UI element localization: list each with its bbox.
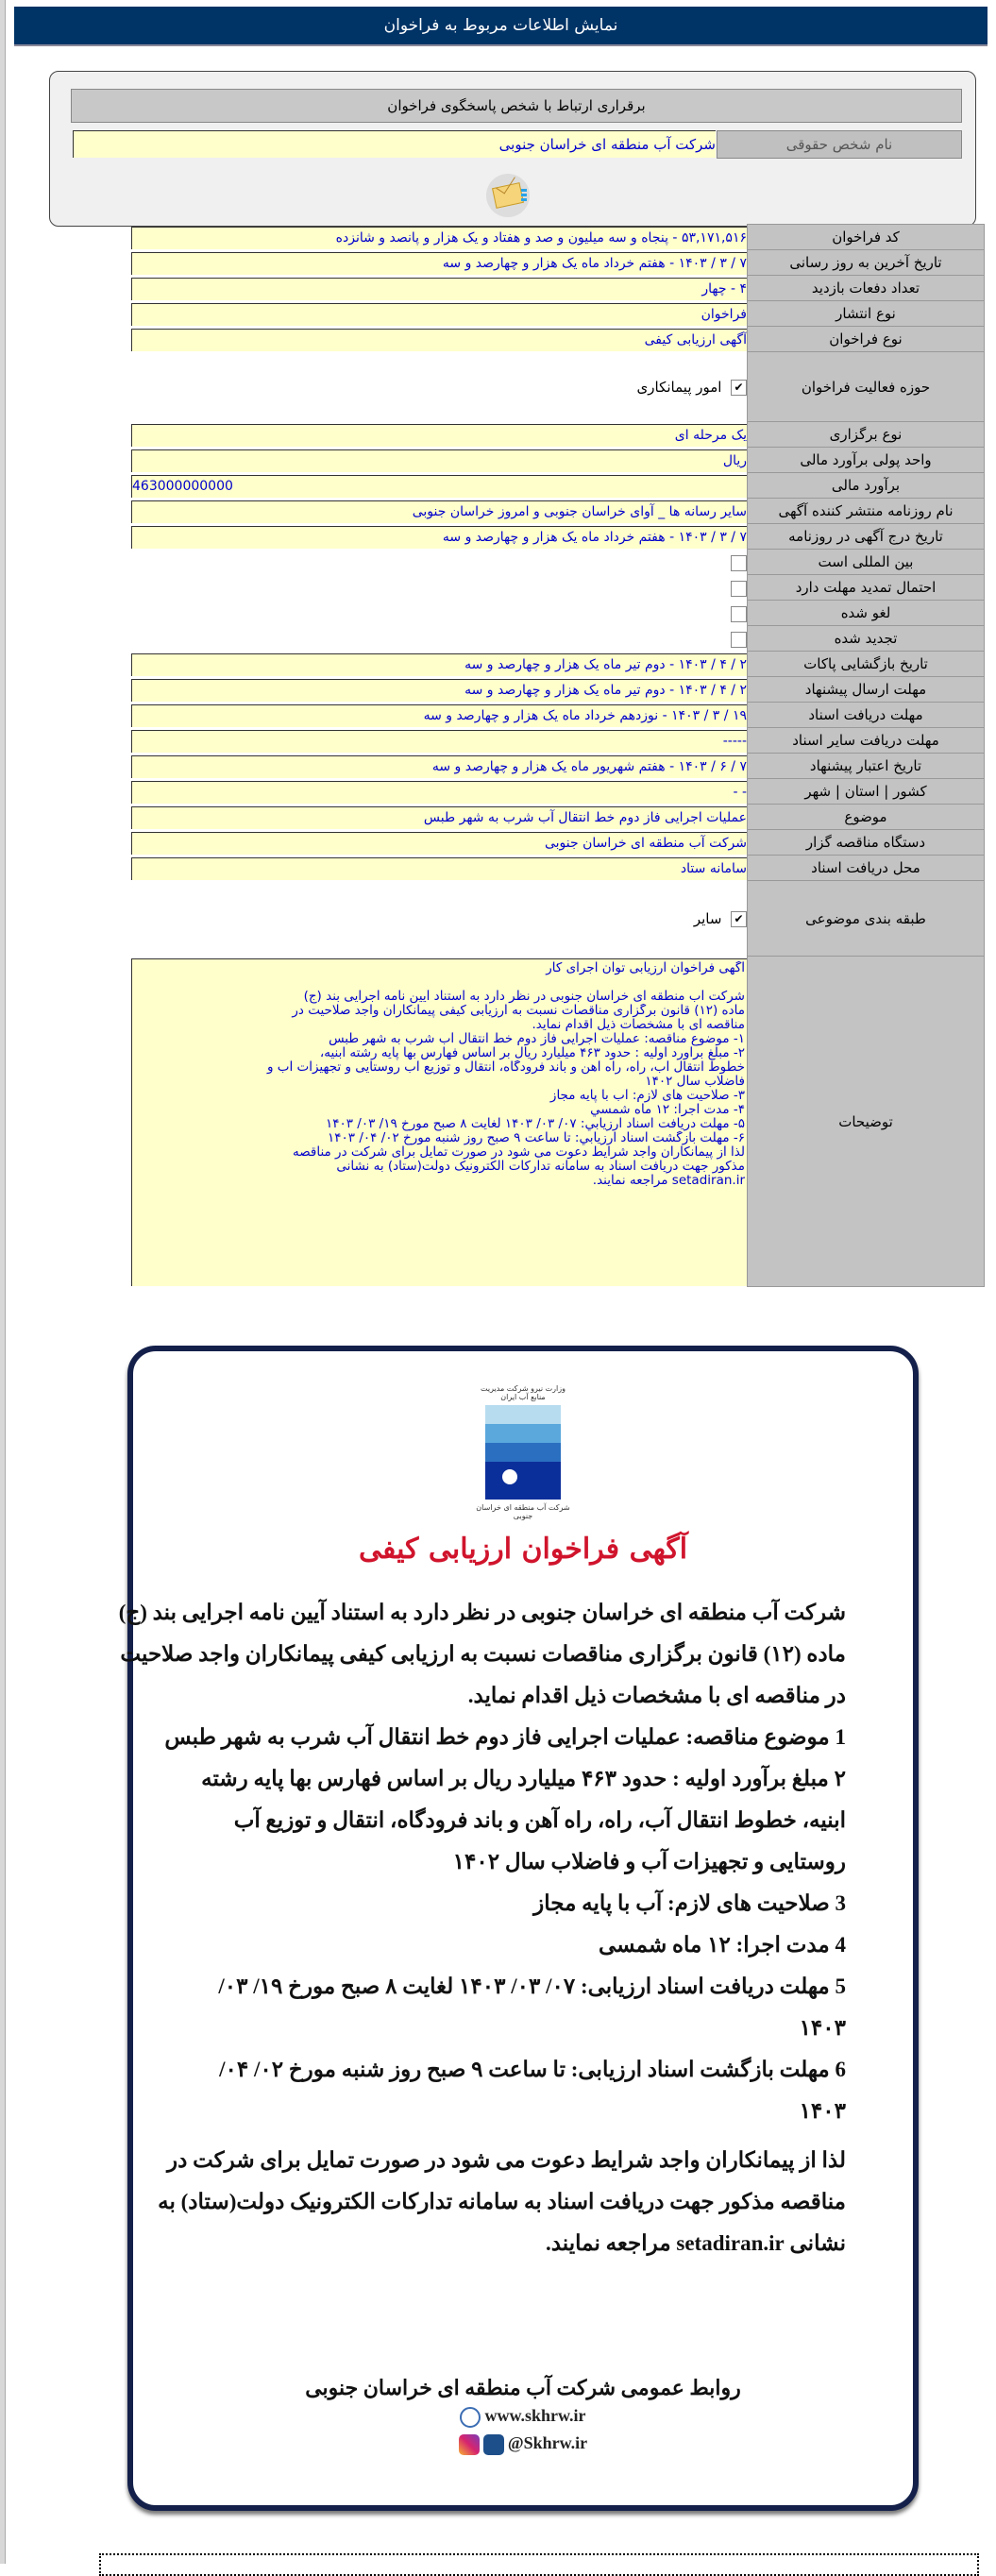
- email-icon[interactable]: [486, 174, 530, 217]
- value-visits: ۴ - چهار: [131, 278, 747, 300]
- value-estimate: 463000000000: [131, 475, 747, 498]
- category-checkbox[interactable]: ✔: [731, 911, 747, 927]
- value-updated: ۷ / ۳ / ۱۴۰۳ - هفتم خرداد ماه یک هزار و چهارصد و سه: [131, 252, 747, 275]
- poster-footer-title: روابط عمومی شرکت آب منطقه ای خراسان جنوبی: [305, 2376, 741, 2399]
- value-code: ۵۳,۱۷۱,۵۱۶ - پنجاه و سه میلیون و صد و هفتاد و یک هزار و پانصد و شانزده: [131, 227, 747, 249]
- label-subject: موضوع: [748, 805, 985, 830]
- contact-title: برقراری ارتباط با شخص پاسخگوی فراخوان: [71, 89, 962, 123]
- description-line: خطوط انتقال آب، راه، راه آهن و باند فرودگاه، انتقال و توزیع آب روستایی و تجهیزات آب و: [266, 1059, 745, 1075]
- poster-line: نشانی setadiran.ir مراجعه نمایند.: [545, 2231, 846, 2255]
- label-location: کشور | استان | شهر: [748, 779, 985, 805]
- value-organizer: شرکت آب منطقه ای خراسان جنوبی: [131, 832, 747, 855]
- social-handle: @Skhrw.ir: [507, 2432, 588, 2452]
- description-line: setadiran.ir مراجعه نمایند.: [592, 1173, 745, 1188]
- cancelled-checkbox[interactable]: [731, 606, 747, 622]
- dotted-box: [99, 2553, 979, 2576]
- label-docs: مهلت دریافت اسناد: [748, 703, 985, 728]
- value-pub-type: فراخوان: [131, 303, 747, 326]
- poster-line: مناقصه مذکور جهت دریافت اسناد به سامانه تدارکات الکترونیک دولت(ستاد) به: [158, 2190, 846, 2213]
- tender-info-table: [130, 224, 985, 1287]
- description-line: [132, 975, 746, 990]
- poster-line: در مناقصه ای با مشخصات ذیل اقدام نماید.: [467, 1684, 846, 1707]
- value-location: - -: [131, 781, 747, 804]
- logo-bottom-text: شرکت آب منطقه ای خراسان جنوبی: [476, 1503, 570, 1520]
- value-docs: ۱۹ / ۳ / ۱۴۰۳ - نوزدهم خرداد ماه یک هزار و چهارصد و سه: [131, 704, 747, 727]
- description-line: ۲- مبلغ برآورد اولیه : حدود ۴۶۳ میلیارد ریال بر اساس فهارس بها پایه رشته ابنیه،: [319, 1045, 745, 1060]
- poster-line: ۲ مبلغ برآورد اولیه : حدود ۴۶۳ میلیارد ریال بر اساس فهارس بها پایه رشته: [201, 1767, 846, 1790]
- poster-line: 6 مهلت بازگشت اسناد ارزیابی: تا ساعت ۹ صبح روز شنبه مورخ ۰۲/ ۰۴/: [219, 2058, 846, 2081]
- poster-line: 5 مهلت دریافت اسناد ارزیابی: ۰۷/ ۰۳/ ۱۴۰۳ لغایت ۸ صبح مورخ ۱۹/ ۰۳/: [218, 1974, 846, 1998]
- value-doc-place: سامانه ستاد: [131, 857, 747, 880]
- label-validity: تاریخ اعتبار پیشنهاد: [748, 754, 985, 779]
- description-line: لذا از پیمانکاران واجد شرایط دعوت می شود در صورت تمایل برای شرکت در مناقصه: [292, 1144, 745, 1160]
- description-line: فاضلاب سال ۱۴۰۲: [645, 1074, 745, 1089]
- label-extension: احتمال تمدید مهلت دارد: [748, 575, 985, 601]
- description-line: ۱- موضوع مناقصه: عملیات اجرایی فاز دوم خط انتقال آب شرب به شهر طبس: [329, 1031, 745, 1046]
- renewed-checkbox[interactable]: [731, 632, 747, 648]
- label-estimate: برآورد مالی: [748, 473, 985, 499]
- label-category: طبقه بندی موضوعی: [748, 881, 985, 957]
- instagram-icon: [459, 2434, 480, 2455]
- value-description: [131, 958, 748, 1286]
- value-subject: عملیات اجرایی فاز دوم خط انتقال آب شرب به شهر طبس: [131, 806, 747, 829]
- contact-panel: [49, 71, 976, 227]
- poster-line: روستایی و تجهیزات آب و فاضلاب سال ۱۴۰۲: [452, 1850, 846, 1873]
- scope-option: امور پیمانکاری: [636, 378, 722, 396]
- label-organizer: دستگاه مناقصه گزار: [748, 830, 985, 856]
- description-line: ۵- مهلت دریافت اسناد ارزيابي: ۰۷/ ۰۳/ ۱۴۰۳ لغايت ۸ صبح مورخ ۱۹/ ۰۳/ ۱۴۰۳: [325, 1116, 745, 1131]
- poster-line: ابنیه، خطوط انتقال آب، راه، راه آهن و باند فرودگاه، انتقال و توزیع آب: [233, 1808, 846, 1832]
- value-newspaper: سایر رسانه ها _ آوای خراسان جنوبی و امروز خراسان جنوبی: [131, 500, 747, 523]
- poster-line: 3 صلاحیت های لازم: آب با پایه مجاز: [533, 1891, 846, 1915]
- logo-top-text: وزارت نیرو شرکت مدیریت منابع آب ایران: [481, 1384, 566, 1401]
- value-other-docs: -----: [131, 730, 747, 753]
- announcement-poster: [118, 1346, 919, 2511]
- label-scope: حوزه فعالیت فراخوان: [748, 352, 985, 422]
- contact-name-label: نام شخص حقوقی: [717, 130, 962, 159]
- poster-line: ماده (۱۲) قانون برگزاری مناقصات نسبت به ارزیابی کیفی پیمانکاران واجد صلاحیت: [120, 1642, 846, 1666]
- poster-title: آگهی فراخوان ارزیابی کیفی: [358, 1533, 688, 1566]
- label-call-type: نوع فراخوان: [748, 327, 985, 352]
- page-header: نمایش اطلاعات مربوط به فراخوان: [14, 7, 988, 46]
- poster-line: شرکت آب منطقه ای خراسان جنوبی در نظر دارد به استناد آیین نامه اجرایی بند (ج): [118, 1601, 846, 1624]
- description-line: آگهی فراخوان ارزیابی توان اجرای کار: [546, 960, 745, 975]
- label-pub-type: نوع انتشار: [748, 301, 985, 327]
- label-renewed: تجدید شده: [748, 626, 985, 652]
- label-international: بین المللی است: [748, 550, 985, 575]
- website-text: www.skhrw.ir: [484, 2406, 586, 2425]
- page-frame: [0, 0, 6, 2564]
- label-other-docs: مهلت دریافت سایر اسناد: [748, 728, 985, 754]
- extension-checkbox[interactable]: [731, 581, 747, 597]
- value-currency: ریال: [131, 449, 747, 472]
- category-option: سایر: [693, 909, 722, 927]
- label-code: کد فراخوان: [748, 225, 985, 250]
- value-submit: ۲ / ۴ / ۱۴۰۳ - دوم تیر ماه یک هزار و چهارصد و سه: [131, 679, 747, 702]
- label-doc-place: محل دریافت اسناد: [748, 856, 985, 881]
- value-call-type: آگهی ارزیابی کیفی: [131, 329, 747, 351]
- label-visits: تعداد دفعات بازدید: [748, 276, 985, 301]
- label-currency: واحد پولی برآورد مالی: [748, 448, 985, 473]
- description-line: مناقصه ای با مشخصات ذیل اقدام نماید.: [532, 1017, 745, 1032]
- label-hold-type: نوع برگزاری: [748, 422, 985, 448]
- poster-line: لذا از پیمانکاران واجد شرایط دعوت می شود در صورت تمایل برای شرکت در: [167, 2148, 846, 2172]
- label-newspaper: نام روزنامه منتشر کننده آگهی: [748, 499, 985, 524]
- value-hold-type: یک مرحله ای: [131, 424, 747, 447]
- poster-footer: [133, 2376, 913, 2455]
- label-cancelled: لغو شده: [748, 601, 985, 626]
- poster-body: [118, 1592, 846, 2264]
- poster-line: 1 موضوع مناقصه: عملیات اجرایی فاز دوم خط انتقال آب شرب به شهر طبس: [164, 1725, 846, 1749]
- label-description: توضیحات: [748, 957, 985, 1287]
- description-line: مذکور جهت دریافت اسناد به سامانه تدارکات الکترونیک دولت(ستاد) به نشانی: [336, 1159, 745, 1174]
- contact-name-value: شرکت آب منطقه ای خراسان جنوبی: [73, 130, 716, 158]
- contact-row: [73, 130, 960, 157]
- poster-line: 4 مدت اجرا: ۱۲ ماه شمسی: [598, 1933, 846, 1957]
- value-news-date: ۷ / ۳ / ۱۴۰۳ - هفتم خرداد ماه یک هزار و چهارصد و سه: [131, 526, 747, 549]
- label-submit: مهلت ارسال پیشنهاد: [748, 677, 985, 703]
- scope-checkbox[interactable]: ✔: [731, 380, 747, 396]
- soroush-icon: [483, 2434, 504, 2455]
- description-line: ۶- مهلت بازگشت اسناد ارزيابي: تا ساعت ۹ صبح روز شنبه مورخ ۰۲/ ۰۴/ ۱۴۰۳: [328, 1130, 745, 1145]
- poster-line: ۱۴۰۳: [799, 2016, 846, 2040]
- description-line: شرکت آب منطقه ای خراسان جنوبی در نظر دارد به استناد آیین نامه اجرایی بند (ج): [303, 989, 745, 1004]
- company-logo: [476, 1384, 570, 1526]
- description-line: ۴- مدت اجرا: ۱۲ ماه شمسي: [590, 1102, 745, 1117]
- label-news-date: تاریخ درج آگهی در روزنامه: [748, 524, 985, 550]
- international-checkbox[interactable]: [731, 555, 747, 571]
- value-validity: ۷ / ۶ / ۱۴۰۳ - هفتم شهریور ماه یک هزار و چهارصد و سه: [131, 755, 747, 778]
- globe-icon: [460, 2407, 481, 2428]
- description-line: ماده (۱۲) قانون برگزاری مناقصات نسبت به ارزیابی کیفی پیمانکاران واجد صلاحیت در: [292, 1003, 745, 1018]
- value-opening: ۲ / ۴ / ۱۴۰۳ - دوم تیر ماه یک هزار و چهارصد و سه: [131, 653, 747, 676]
- poster-line: ۱۴۰۳: [799, 2099, 846, 2123]
- label-updated: تاریخ آخرین به روز رسانی: [748, 250, 985, 276]
- label-opening: تاریخ بازگشایی پاکات: [748, 652, 985, 677]
- description-line: ۳- صلاحیت های لازم: آب با پایه مجاز: [549, 1088, 745, 1103]
